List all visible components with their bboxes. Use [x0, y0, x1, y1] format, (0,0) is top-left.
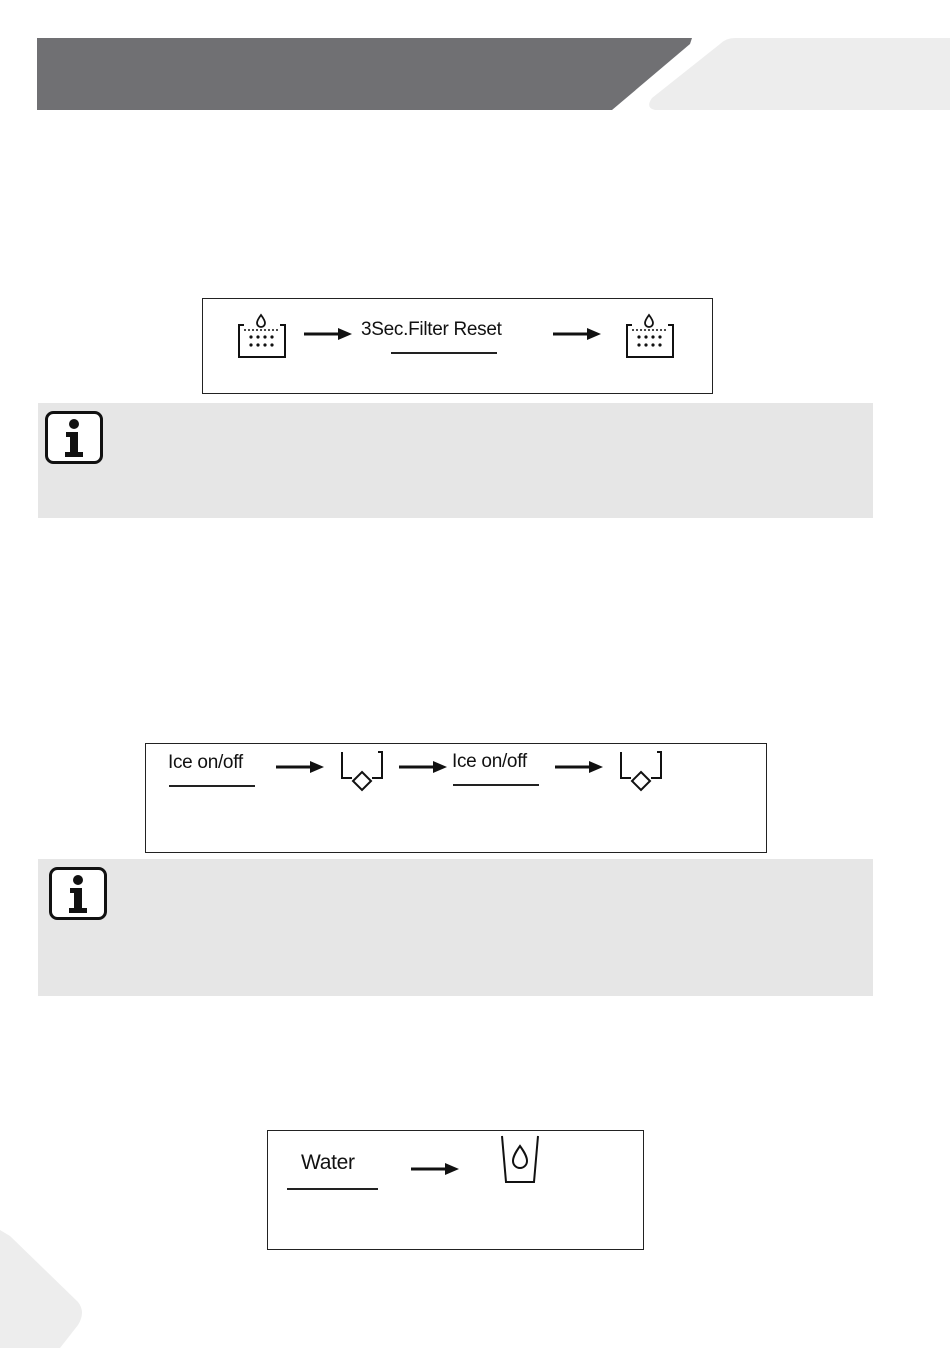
water-filter-icon: [624, 311, 674, 359]
arrow-right-icon: [553, 327, 601, 341]
arrow-right-icon: [555, 760, 603, 774]
ice-toggle-panel: [145, 743, 767, 853]
water-panel: [267, 1130, 644, 1250]
water-underline: [287, 1188, 378, 1190]
ice-toggle-label-1: Ice on/off: [168, 752, 243, 773]
water-filter-icon: [236, 311, 286, 359]
corner-decoration: [0, 1230, 90, 1348]
ice-cube-icon: [338, 748, 386, 794]
page-header: [0, 0, 950, 120]
info-icon: [44, 410, 104, 465]
header-tab: [649, 38, 950, 110]
arrow-right-icon: [304, 327, 352, 341]
header-bar: [37, 38, 692, 110]
ice-toggle-label-2: Ice on/off: [452, 751, 527, 772]
info-icon: [48, 866, 108, 921]
arrow-right-icon: [411, 1162, 459, 1176]
ice-cube-icon: [617, 748, 665, 794]
info-note-1: [38, 403, 873, 518]
info-note-2: [38, 859, 873, 996]
filter-reset-underline: [391, 352, 497, 354]
water-label: Water: [301, 1151, 355, 1174]
filter-reset-panel: [202, 298, 713, 394]
ice-toggle-underline-2: [453, 784, 539, 786]
ice-toggle-underline-1: [169, 785, 255, 787]
filter-reset-label: 3Sec.Filter Reset: [361, 319, 502, 340]
water-glass-icon: [498, 1134, 542, 1186]
arrow-right-icon: [276, 760, 324, 774]
arrow-right-icon: [399, 760, 447, 774]
